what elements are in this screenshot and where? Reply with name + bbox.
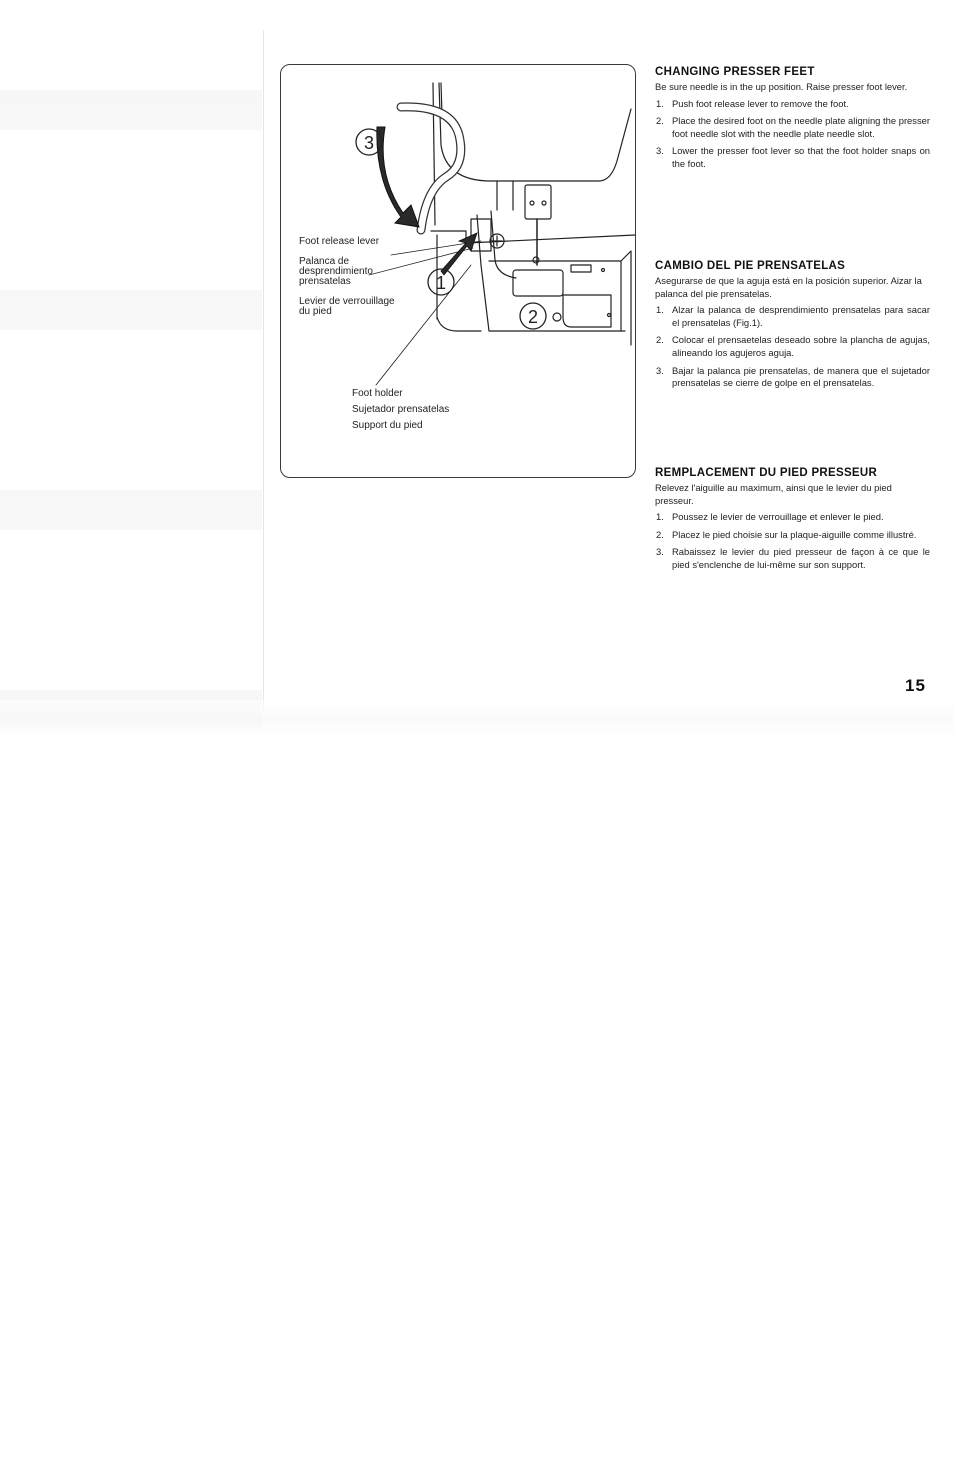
callout-1: 1 [435, 273, 447, 293]
down-arrow-icon [377, 127, 419, 227]
page-number: 15 [905, 676, 926, 695]
step-text: Bajar la palanca pie prensatelas, de manera que el sujetador prensatelas se cierre de golpe en el prensatelas. [672, 364, 930, 389]
section-intro: Be sure needle is in the up position. Raise presser foot lever. [655, 81, 908, 92]
step-text: Colocar el prensaetelas deseado sobre la plancha de agujas, alineando los agujeros aguja. [672, 334, 930, 358]
list-item [655, 304, 930, 329]
step-number: 1. [656, 97, 664, 109]
list-item [655, 145, 930, 170]
presser-foot-figure [280, 64, 636, 478]
up-arrow-icon [441, 233, 477, 275]
step-text: Place the desired foot on the needle plate aligning the presser foot needle slot with the needle plate needle slot. [672, 115, 930, 139]
section-heading: REMPLACEMENT DU PIED PRESSEUR [655, 467, 878, 479]
step-number: 2. [656, 528, 664, 540]
list-item [655, 365, 930, 390]
list-item [655, 546, 930, 571]
label-holder-fr: Support du pied [352, 420, 423, 431]
scan-shading [0, 0, 262, 740]
page-gutter [263, 30, 264, 710]
label-release-fr-2: du pied [299, 306, 332, 317]
label-release-es-2: desprendimiento [299, 266, 373, 277]
step-text: Poussez le levier de verrouillage et enlever le pied. [672, 511, 884, 523]
step-text: Rabaissez le levier du pied presseur de façon à ce que le pied s'enclenche de lui-même sur son support. [672, 546, 930, 570]
step-text: Push foot release lever to remove the foot. [672, 97, 849, 109]
step-text: Placez le pied choisie sur la plaque-aiguille comme illustré. [672, 528, 917, 540]
label-holder-es: Sujetador prensatelas [352, 404, 450, 415]
section-heading: CAMBIO DEL PIE PRENSATELAS [655, 260, 846, 272]
step-number: 1. [656, 304, 664, 316]
label-release-en: Foot release lever [299, 236, 380, 247]
label-release-fr-1: Levier de verrouillage [299, 296, 395, 307]
step-number: 2. [656, 115, 664, 127]
section-french [655, 467, 930, 577]
step-list [655, 511, 930, 571]
label-release-es-3: prensatelas [299, 276, 351, 287]
step-number: 3. [656, 145, 664, 157]
section-spanish [655, 260, 930, 395]
step-text: Lower the presser foot lever so that the foot holder snaps on the foot. [672, 145, 930, 169]
label-release-es-1: Palanca de [299, 256, 350, 267]
step-number: 1. [656, 511, 664, 523]
scan-bottom-edge [0, 700, 954, 740]
step-text: Alzar la palanca de desprendimiento prensatelas para sacar el prensatelas (Fig.1). [672, 304, 930, 328]
step-number: 3. [656, 546, 664, 558]
step-list [655, 304, 930, 390]
list-item [655, 529, 930, 542]
section-english [655, 66, 930, 176]
label-holder-en: Foot holder [352, 388, 403, 399]
callout-3: 3 [363, 133, 375, 153]
list-item [655, 511, 930, 524]
section-heading: CHANGING PRESSER FEET [655, 66, 815, 78]
list-item [655, 98, 930, 111]
list-item [655, 334, 930, 359]
section-intro: Asegurarse de que la aguja está en la posición superior. Aizar la palanca del pie prensatelas. [655, 275, 922, 299]
step-number: 3. [656, 364, 664, 376]
list-item [655, 115, 930, 140]
callout-2: 2 [527, 307, 539, 327]
step-number: 2. [656, 334, 664, 346]
step-list [655, 98, 930, 171]
section-intro: Relevez l'aiguille au maximum, ainsi que le levier du pied presseur. [655, 482, 892, 506]
